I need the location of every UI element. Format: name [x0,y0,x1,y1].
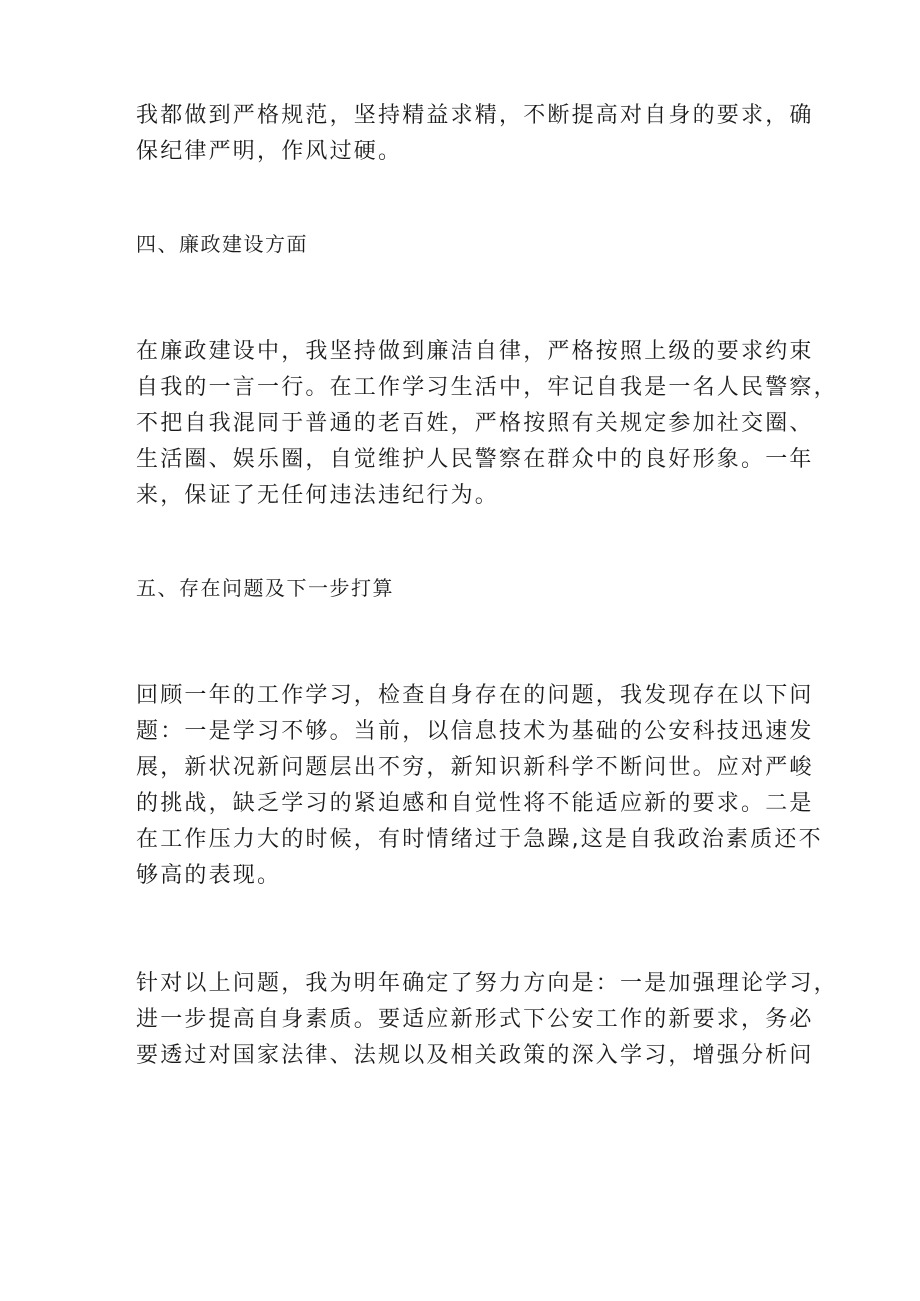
text-line: 要透过对国家法律、法规以及相关政策的深入学习，增强分析问 [136,1043,814,1068]
paragraph-intro [136,98,814,170]
text-line: 生活圈、娱乐圈，自觉维护人民警察在群众中的良好形象。一年 [136,447,814,472]
text-line: 针对以上问题，我为明年确定了努力方向是：一是加强理论学习， [136,971,838,996]
text-line: 在廉政建设中，我坚持做到廉洁自律，严格按照上级的要求约束 [136,339,814,364]
text-line: 回顾一年的工作学习，检查自身存在的问题，我发现存在以下问 [136,683,814,708]
paragraph-plan [136,966,838,1074]
text-line: 保纪律严明，作风过硬。 [136,139,403,164]
text-line: 在工作压力大的时候，有时情绪过于急躁,这是自我政治素质还不 [136,827,823,852]
document-page [136,98,838,1074]
text-line: 我都做到严格规范，坚持精益求精，不断提高对自身的要求，确 [136,103,814,128]
text-line: 自我的一言一行。在工作学习生活中，牢记自我是一名人民警察， [136,375,838,400]
text-line: 的挑战，缺乏学习的紧迫感和自觉性将不能适应新的要求。二是 [136,791,814,816]
paragraph-integrity [136,334,838,514]
paragraph-problems [136,678,823,894]
text-line: 进一步提高自身素质。要适应新形式下公安工作的新要求，务必 [136,1007,814,1032]
text-line: 够高的表现。 [136,863,282,888]
section-heading-5 [136,570,806,606]
text-line: 不把自我混同于普通的老百姓，严格按照有关规定参加社交圈、 [136,411,814,436]
heading-text: 五、存在问题及下一步打算 [136,576,394,600]
heading-text: 四、廉政建设方面 [136,232,308,256]
text-line: 题：一是学习不够。当前，以信息技术为基础的公安科技迅速发 [136,719,814,744]
text-line: 展，新状况新问题层出不穷，新知识新科学不断问世。应对严峻 [136,755,814,780]
section-heading-4 [136,226,806,262]
text-line: 来，保证了无任何违法违纪行为。 [136,483,500,508]
